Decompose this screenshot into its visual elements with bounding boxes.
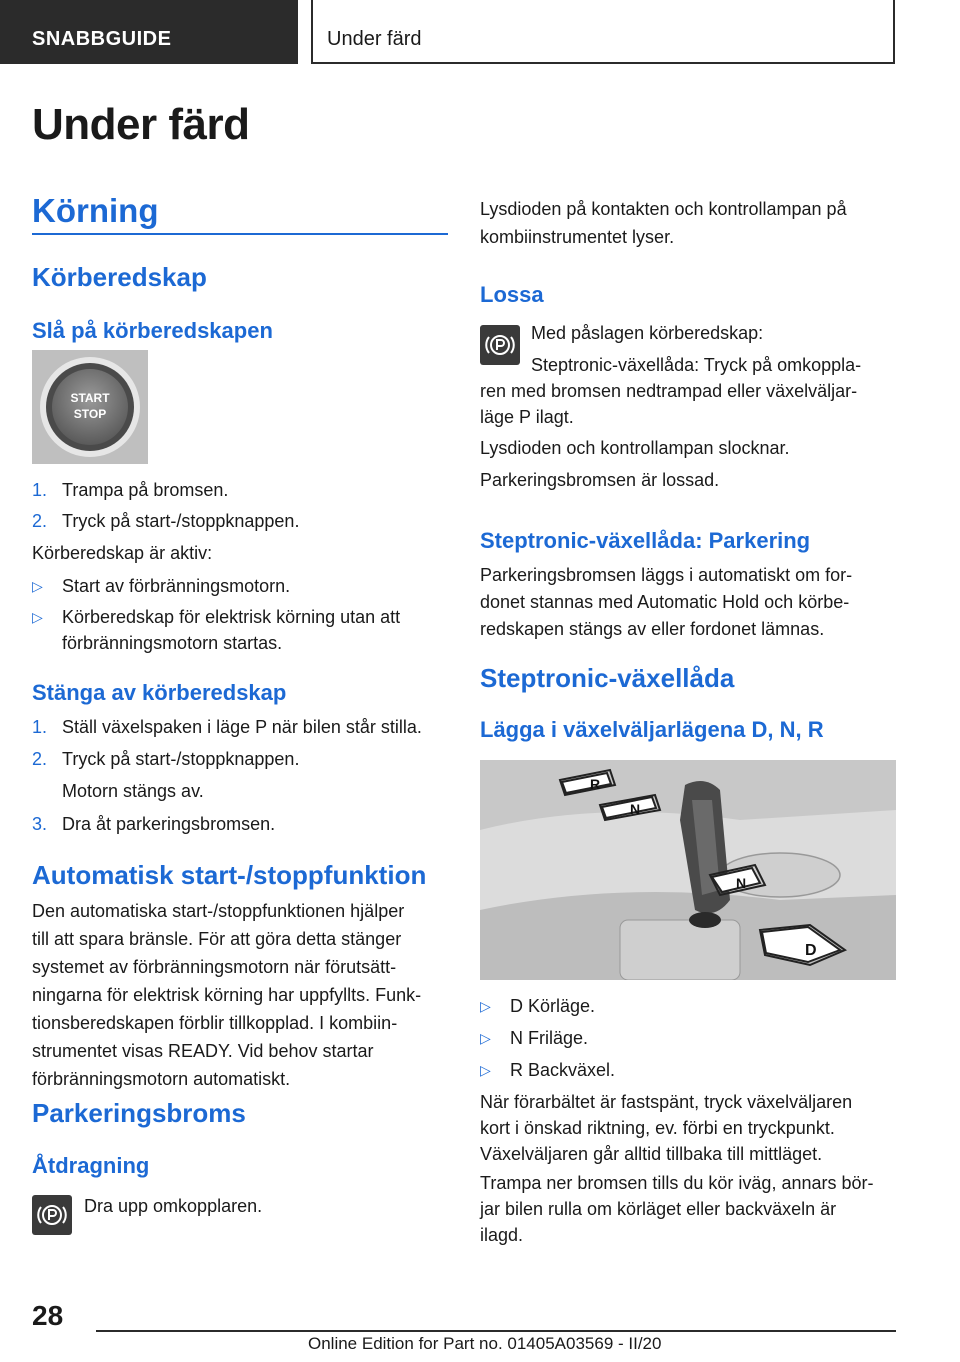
heading-korberedskap: Körberedskap: [32, 262, 207, 292]
heading-atdragning: Åtdragning: [32, 1153, 150, 1178]
heading-auto: Automatisk start-/stoppfunktion: [32, 860, 427, 890]
heading-steptronic-parkering: Steptronic-växellåda: Parkering: [480, 528, 811, 553]
gear-label-d: D: [805, 942, 817, 959]
park-paragraph: Parkeringsbromsen läggs i automatiskt om for- donet stannas med Automatic Hold och körbe- redskapen stängs av eller fordonet lämnas.: [480, 565, 853, 639]
lysdiod-paragraph: Lysdioden på kontakten och kontrollampan på kombiinstrumentet lyser.: [480, 199, 847, 247]
page-title: Under färd: [32, 100, 250, 149]
lossa-line: Med påslagen körberedskap:: [531, 323, 764, 343]
page-number: 28: [32, 1300, 64, 1331]
heading-sla-pa: Slå på körberedskapen: [32, 318, 273, 343]
start-stop-button-image: [32, 350, 148, 464]
lossa-line: läge P ilagt.: [480, 407, 574, 427]
footer-rule: [96, 1330, 896, 1332]
section-rule: [32, 233, 448, 235]
heading-steptronic: Steptronic-växellåda: [480, 663, 735, 693]
lossa-line: Steptronic-växellåda: Tryck på omkoppla-: [531, 355, 862, 375]
heading-parkeringsbroms: Parkeringsbroms: [32, 1098, 246, 1128]
gear-label-n-lower: N: [736, 875, 747, 891]
stop-label: STOP: [73, 407, 107, 421]
header-chapter: Under färd: [311, 0, 895, 64]
gear-selector-image: [480, 760, 896, 980]
lossa-line: Lysdioden och kontrollampan slocknar.: [480, 438, 790, 458]
heading-korning: Körning: [32, 192, 159, 229]
dra-upp-text: Dra upp omkopplaren.: [84, 1196, 263, 1216]
heading-lagga: Lägga i växelväljarlägena D, N, R: [480, 717, 824, 742]
gear-label-r: R: [590, 776, 601, 792]
parking-brake-icon: [32, 1195, 72, 1235]
end-paragraph-1: När förarbältet är fastspänt, tryck växelväljaren kort i önskad riktning, ev. förbi en tryckpunkt. Växelväljaren går alltid tillbaka till mittläget.: [480, 1092, 853, 1164]
start-label: START: [70, 391, 110, 405]
heading-stanga: Stänga av körberedskap: [32, 680, 287, 705]
heading-lossa: Lossa: [480, 282, 544, 307]
end-paragraph-2: Trampa ner bromsen tills du kör iväg, annars bör- jar bilen rulla om körläget eller backväxeln är ilagd.: [480, 1173, 874, 1245]
auto-paragraph: Den automatiska start-/stoppfunktionen hjälper till att spara bränsle. För att göra detta stänger systemet av förbränningsmotorn när förutsätt- ningarna för elektrisk körning har uppfyllts. Funk- tionsberedskapen förblir tillkopplad. I kombiin- strumentet visas READY. Vid behov startar förbränningsmotorn automatiskt.: [32, 901, 422, 1089]
gear-label-n: N: [630, 801, 641, 817]
footer-edition: Online Edition for Part no. 01405A03569 - II/20: [308, 1334, 662, 1353]
lossa-line: ren med bromsen nedtrampad eller växelväljar-: [480, 381, 858, 401]
parking-brake-icon: [480, 325, 520, 365]
header-section: SNABBGUIDE: [0, 0, 298, 64]
lossa-line: Parkeringsbromsen är lossad.: [480, 470, 720, 490]
aktiv-text: Körberedskap är aktiv:: [32, 543, 213, 563]
